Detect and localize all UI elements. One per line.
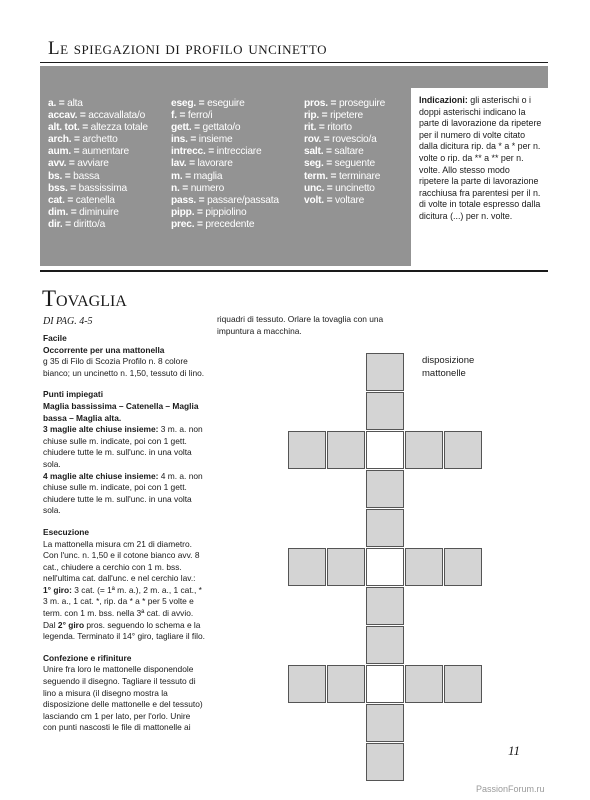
four-stitch-text: 4 m. a. non chiuse sulle m. indicate, poi con 1 gett. chiudere tutte le m. sull'unc. in una volta sola. <box>43 470 203 516</box>
stitches-heading: Punti impiegati <box>43 389 104 400</box>
abbreviation-meaning: gettato/o <box>202 122 241 134</box>
three-stitch-title: 3 maglie alte chiuse insieme: <box>43 424 159 435</box>
abbreviation-term: pros. = <box>304 98 337 109</box>
materials-heading: Occorrente per una mattonella <box>43 344 165 355</box>
page-header-title: Le spiegazioni di profilo uncinetto <box>48 38 327 59</box>
abbreviation-term: eseg. = <box>171 98 205 109</box>
abbreviation-row <box>304 195 385 207</box>
abbreviation-row <box>48 219 148 231</box>
abbreviation-term: pass. = <box>171 194 205 206</box>
three-stitch-text: 3 m. a. non chiuse sulle m. indicate, poi con 1 gett. chiudere tutte le m. sull'unc. in una volta sola. <box>43 424 203 469</box>
abbreviation-meaning: saltare <box>334 146 364 158</box>
abbreviation-term: rit. = <box>304 122 325 134</box>
fabric-square <box>366 665 404 703</box>
instructions-continuation: riquadri di tessuto. Orlare la tovaglia con una impuntura a macchina. <box>217 314 384 336</box>
abbreviation-row <box>171 146 279 158</box>
abbreviation-term: seg. = <box>304 158 332 170</box>
tile-square <box>288 665 326 703</box>
abbreviation-row <box>304 110 385 122</box>
tile-square <box>366 509 404 547</box>
abbreviation-term: gett. = <box>171 122 200 134</box>
page-number: 11 <box>508 743 521 758</box>
abbreviation-term: term. = <box>304 170 337 182</box>
tile-square <box>444 548 482 586</box>
tile-square <box>405 548 443 586</box>
abbreviation-term: a. = <box>48 98 65 109</box>
abbreviation-meaning: terminare <box>338 170 381 182</box>
abbreviation-meaning: bassissima <box>78 182 127 194</box>
abbreviation-term: ins. = <box>171 134 197 146</box>
finishing-heading: Confezione e rifiniture <box>43 652 132 663</box>
abbreviations-column-3 <box>304 98 385 207</box>
abbreviation-meaning: avviare <box>77 158 109 170</box>
tile-square <box>366 704 404 742</box>
abbreviation-row <box>48 171 148 183</box>
execution-text-3: pros. seguendo lo schema e la legenda. Terminato il 14° giro, tagliare il filo. <box>43 619 205 642</box>
round-2-label: 2° giro <box>57 619 85 630</box>
abbreviation-term: avv. = <box>48 158 75 170</box>
abbreviation-term: salt. = <box>304 146 332 158</box>
abbreviation-term: alt. tot. = <box>48 122 88 134</box>
tile-square <box>366 743 404 781</box>
fabric-square <box>366 548 404 586</box>
abbreviation-term: cat. = <box>48 194 74 206</box>
abbreviation-term: m. = <box>171 170 191 182</box>
abbreviation-term: bss. = <box>48 182 76 194</box>
tile-square <box>366 626 404 664</box>
round-1-label: 1° giro: <box>43 584 72 595</box>
abbreviation-row <box>171 122 279 134</box>
execution-heading: Esecuzione <box>43 526 90 537</box>
abbreviation-term: lav. = <box>171 158 195 170</box>
fabric-square <box>366 431 404 469</box>
abbreviation-row <box>48 98 148 110</box>
abbreviation-meaning: catenella <box>75 194 115 206</box>
tile-square <box>327 548 365 586</box>
abbreviation-meaning: eseguire <box>207 98 245 109</box>
section-title: Tovaglia <box>42 286 127 311</box>
finishing-text: Unire fra loro le mattonelle disponendole seguendo il disegno. Tagliare il tessuto di lino a misura (il disegno mostra la disposizione delle mattonelle e del tessuto) lasciando cm 1 per lato, per l'orlo. Unire con punti nascosti le file di mattonelle ai <box>43 664 203 733</box>
abbreviation-term: bs. = <box>48 170 71 182</box>
abbreviation-row <box>171 134 279 146</box>
tile-square <box>288 431 326 469</box>
abbreviation-row <box>48 158 148 170</box>
tile-square <box>405 431 443 469</box>
tile-square <box>327 431 365 469</box>
abbreviation-meaning: archetto <box>82 134 118 146</box>
abbreviation-meaning: passare/passata <box>207 194 279 206</box>
tile-square <box>288 548 326 586</box>
tile-square <box>444 431 482 469</box>
abbreviation-row <box>48 207 148 219</box>
tile-square <box>405 665 443 703</box>
abbreviation-row <box>171 158 279 170</box>
abbreviation-row <box>304 171 385 183</box>
instructions-left-column <box>43 333 205 734</box>
abbreviation-row <box>48 134 148 146</box>
four-stitch-title: 4 maglie alte chiuse insieme: <box>43 470 159 481</box>
abbreviation-row <box>304 183 385 195</box>
abbreviation-meaning: alta <box>67 98 83 109</box>
notes-text: gli asterischi o i doppi asterischi indicano la parte di lavorazione da ripetere per il numero di volte citato dalla dicitura rip. da * a * per n. volte o rip. da ** a ** per n. volte. Allo stesso modo ripetere la parte di lavorazione racchiusa fra parentesi per il n. di volte in totale espresso dalla dicitura (...) per n. volte. <box>419 95 542 221</box>
abbreviation-row <box>48 195 148 207</box>
notes-box: Indicazioni: gli asterischi o i doppi asterischi indicano la parte di lavorazione da ripetere per il numero di volte citato dalla dicitura rip. da * a * per n. volte o rip. da ** a ** per n. volte. Allo stesso modo ripetere la parte di lavorazione racchiusa fra parentesi per il n. di volte in totale espresso dalla dicitura (...) per n. volte. <box>411 88 548 266</box>
abbreviation-row <box>48 183 148 195</box>
abbreviation-meaning: intrecciare <box>216 146 262 158</box>
abbreviation-meaning: lavorare <box>197 158 233 170</box>
abbreviation-row <box>171 195 279 207</box>
abbreviation-row <box>48 146 148 158</box>
abbreviation-meaning: uncinetto <box>335 182 375 194</box>
abbreviations-column-2 <box>171 98 279 231</box>
tile-square <box>366 392 404 430</box>
abbreviation-term: aum. = <box>48 146 80 158</box>
abbreviation-term: volt. = <box>304 194 333 206</box>
abbreviation-meaning: diminuire <box>79 206 119 218</box>
abbreviation-meaning: diritto/a <box>73 218 106 230</box>
abbreviation-row <box>304 146 385 158</box>
abbreviations-column-1 <box>48 98 148 231</box>
abbreviation-term: arch. = <box>48 134 80 146</box>
abbreviation-meaning: ferro/i <box>187 110 213 122</box>
abbreviation-row <box>171 183 279 195</box>
tile-square <box>444 665 482 703</box>
difficulty-level: Facile <box>43 333 67 343</box>
tile-square <box>366 587 404 625</box>
abbreviation-term: rip. = <box>304 110 328 122</box>
abbreviation-meaning: proseguire <box>338 98 386 109</box>
abbreviation-meaning: pippiolino <box>205 206 247 218</box>
execution-text-2: 3 cat. (= 1ª m. a.), 2 m. a., 1 cat., * 3 m. a., 1 cat. *, rip. da * a * per 5 volte e term. con 1 m. bss. nella 3ª cat. di avvio. Dal <box>43 584 202 630</box>
abbreviation-term: rov. = <box>304 134 330 146</box>
abbreviation-term: prec. = <box>171 218 203 230</box>
abbreviation-term: unc. = <box>304 182 333 194</box>
header-rule <box>40 62 548 63</box>
watermark: PassionForum.ru <box>476 784 545 794</box>
abbreviation-meaning: rovescio/a <box>332 134 377 146</box>
abbreviation-row <box>171 207 279 219</box>
abbreviation-meaning: insieme <box>198 134 233 146</box>
abbreviation-meaning: ripetere <box>330 110 364 122</box>
abbreviation-row <box>304 134 385 146</box>
notes-title: Indicazioni <box>419 95 465 105</box>
materials-text: g 35 di Filo di Scozia Profilo n. 8 colore bianco; un uncinetto n. 1,50, tessuto di lino. <box>43 356 205 378</box>
abbreviation-row <box>48 110 148 122</box>
abbreviation-row <box>171 110 279 122</box>
abbreviation-meaning: seguente <box>334 158 375 170</box>
abbreviation-meaning: voltare <box>334 194 365 206</box>
section-subtitle: DI PAG. 4-5 <box>43 316 93 327</box>
abbreviation-meaning: bassa <box>73 170 100 182</box>
diagram-label: disposizione mattonelle <box>422 355 475 379</box>
tile-square <box>366 470 404 508</box>
abbreviation-term: dir. = <box>48 218 71 230</box>
abbreviation-row <box>304 158 385 170</box>
abbreviation-row <box>171 98 279 110</box>
abbreviation-term: dim. = <box>48 206 77 218</box>
abbreviation-row <box>171 171 279 183</box>
abbreviation-row <box>304 98 385 110</box>
abbreviation-term: n. = <box>171 182 189 194</box>
stitches-list: Maglia bassissima – Catenella – Maglia bassa – Maglia alta. <box>43 400 199 423</box>
abbreviation-meaning: accavallata/o <box>88 110 146 122</box>
abbreviation-meaning: altezza totale <box>90 122 148 134</box>
abbreviation-term: accav. = <box>48 110 86 122</box>
abbreviation-meaning: maglia <box>193 170 223 182</box>
abbreviation-meaning: numero <box>190 182 225 194</box>
abbreviation-meaning: precedente <box>205 218 255 230</box>
abbreviation-term: intrecc. = <box>171 146 215 158</box>
execution-text-1: La mattonella misura cm 21 di diametro. Con l'unc. n. 1,50 e il cotone bianco avv. 8 cat., chiudere a cerchio con 1 m. bss. nell'ultima cat. dall'unc. e nel cerchio lav.: <box>43 538 200 584</box>
abbreviation-meaning: ritorto <box>327 122 352 134</box>
tile-square <box>366 353 404 391</box>
section-rule <box>40 270 548 272</box>
abbreviation-meaning: aumentare <box>82 146 129 158</box>
abbreviation-term: pipp. = <box>171 206 203 218</box>
abbreviation-row <box>171 219 279 231</box>
tile-square <box>327 665 365 703</box>
abbreviation-row <box>48 122 148 134</box>
abbreviation-term: f. = <box>171 110 186 122</box>
abbreviation-row <box>304 122 385 134</box>
